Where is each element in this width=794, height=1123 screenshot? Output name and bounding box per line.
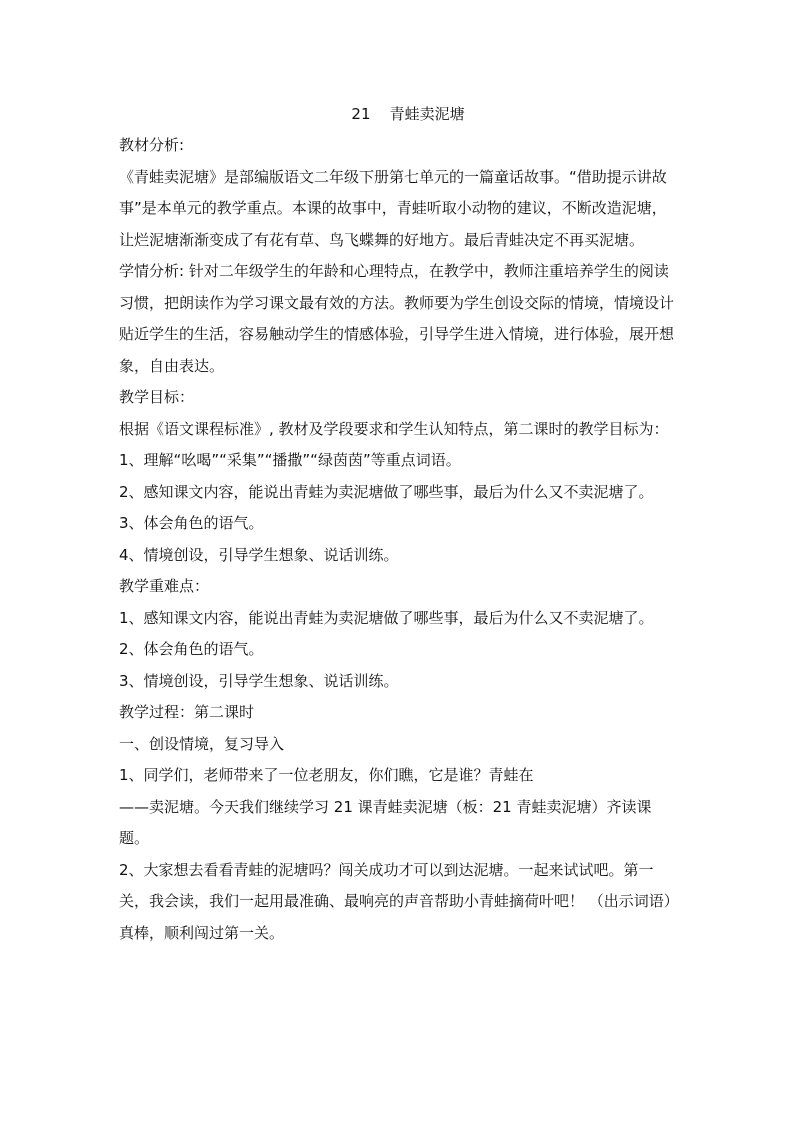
goal-item-4: 4、情境创设，引导学生想象、说话训练。: [119, 545, 399, 564]
section-heading-teaching-process: 教学过程：第二课时: [119, 703, 255, 721]
goal-item-1: 1、理解“吆喝”“采集”“播撒”“绿茵茵”等重点词语。: [119, 451, 461, 469]
section-heading-teaching-goals: 教学目标：: [119, 388, 195, 406]
key-point-item-1: 1、感知课文内容，能说出青蛙为卖泥塘做了哪些事，最后为什么又不卖泥塘了。: [119, 608, 654, 627]
paragraph-teaching-goals-intro: 根据《语文课程标准》, 教材及学段要求和学生认知特点，第二课时的教学目标为：: [119, 419, 669, 438]
process-step-1-line-1: 1、同学们，老师带来了一位老朋友，你们瞧，它是谁？青蛙在: [119, 766, 534, 784]
section-heading-textbook-analysis: 教材分析:: [119, 136, 185, 154]
process-heading-1: 一、创设情境，复习导入: [119, 734, 285, 753]
goal-item-2: 2、感知课文内容，能说出青蛙为卖泥塘做了哪些事，最后为什么又不卖泥塘了。: [119, 482, 654, 501]
goal-item-3: 3、体会角色的语气。: [119, 514, 264, 532]
key-point-item-2: 2、体会角色的语气。: [119, 640, 264, 658]
section-heading-key-points: 教学重难点：: [119, 577, 210, 595]
paragraph-textbook-analysis: 《青蛙卖泥塘》是部编版语文二年级下册第七单元的一篇童话故事。“借助提示讲故事”是本单元的教学重点。本课的故事中，青蛙听取小动物的建议，不断改造泥塘，让烂泥塘渐渐变成了有花有草、鸟飞蝶舞的好地方。最后青蛙决定不再买泥塘。: [119, 167, 667, 249]
key-point-item-3: 3、情境创设，引导学生想象、说话训练。: [119, 671, 399, 690]
document-title: 21 青蛙卖泥塘: [351, 105, 465, 123]
paragraph-student-analysis: 学情分析: 针对二年级学生的年龄和心理特点，在教学中，教师注重培养学生的阅读习惯，把朗读作为学习课文最有效的方法。教师要为学生创设交际的情境，情境设计贴近学生的生活，容易触动学生的情感体验，引导学生进入情境，进行体验，展开想象，自由表达。: [119, 262, 675, 375]
document-body: [119, 98, 681, 949]
process-step-2: 2、大家想去看看青蛙的泥塘吗？闯关成功才可以到达泥塘。一起来试试吧。第一关，我会读，我们一起用最准确、最响亮的声音帮助小青蛙摘荷叶吧！ （出示词语）真棒，顺利闯过第一关。: [119, 860, 679, 942]
process-step-1-line-2: ——卖泥塘。今天我们继续学习 21 课青蛙卖泥塘（板：21 青蛙卖泥塘）齐读课题。: [119, 797, 652, 847]
